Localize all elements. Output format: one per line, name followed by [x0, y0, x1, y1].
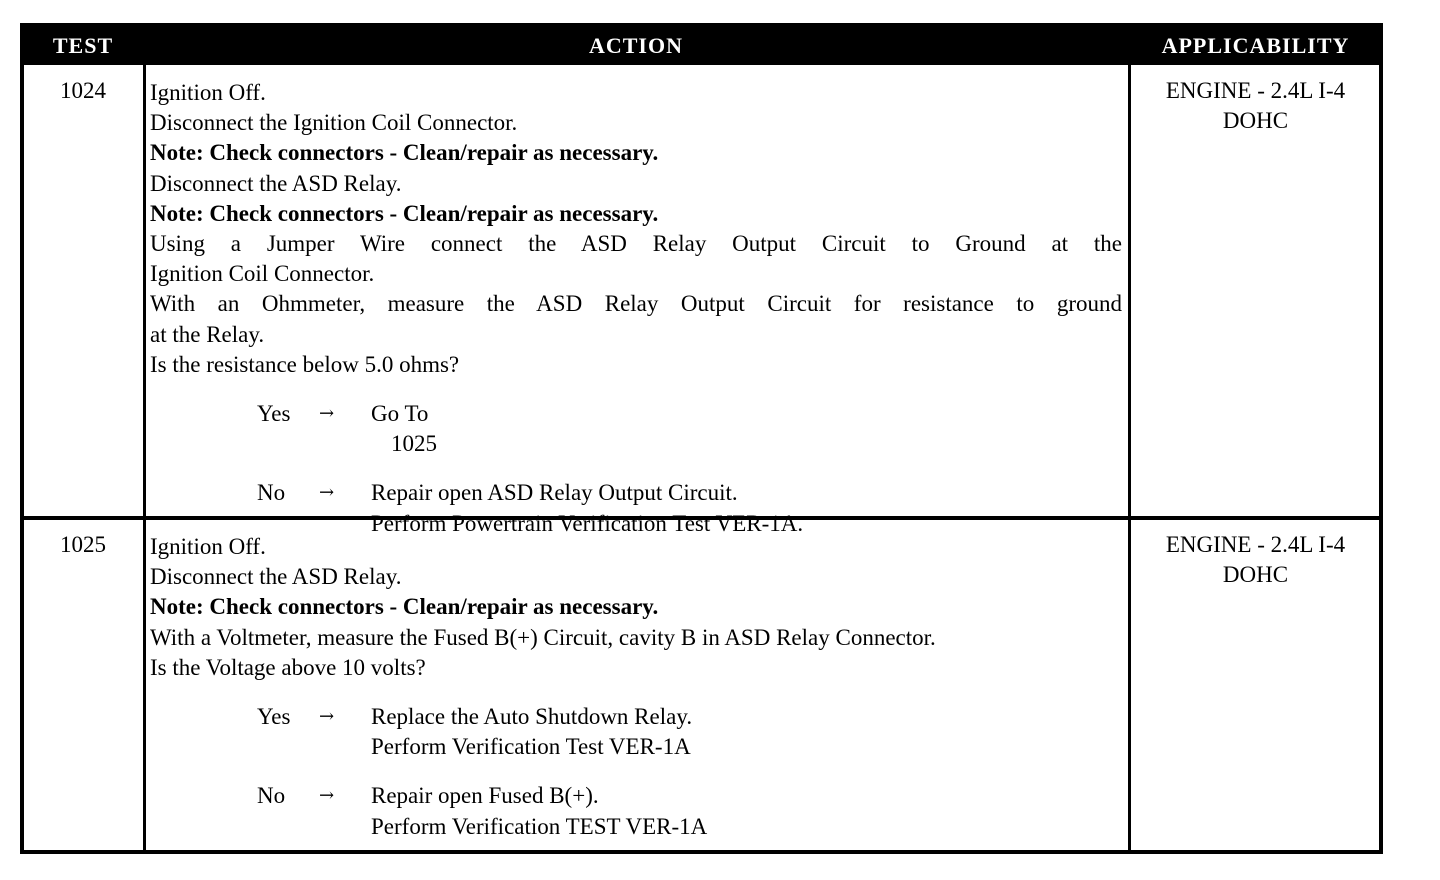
arrow-right-icon: → — [319, 706, 335, 728]
no-result — [371, 781, 707, 841]
action-step: With a Voltmeter, measure the Fused B(+) Circuit, cavity B in ASD Relay Connector. — [150, 624, 936, 650]
header-action: ACTION — [588, 33, 683, 58]
goto-test-ref: 1025 — [391, 431, 437, 457]
arrow-right-icon: → — [319, 785, 335, 807]
goto-text: Go To — [371, 401, 429, 427]
action-step: Using a Jumper Wire connect the ASD Relay Output Circuit to Ground at the — [150, 231, 1122, 257]
column-divider — [1128, 65, 1131, 850]
no-label: No — [257, 783, 286, 809]
no-label: No — [257, 480, 286, 506]
test-number: 1025 — [60, 532, 106, 557]
table-header — [24, 27, 1379, 65]
yes-result — [371, 702, 692, 762]
action-note: Note: Check connectors - Clean/repair as necessary. — [150, 200, 659, 226]
action-question: Is the Voltage above 10 volts? — [150, 654, 426, 680]
applicability-cell — [1132, 76, 1379, 136]
applicability-cell — [1132, 530, 1379, 590]
header-applicability: APPLICABILITY — [1161, 33, 1350, 58]
yes-branch — [257, 702, 1122, 762]
applicability-line: DOHC — [1222, 562, 1289, 587]
applicability-line: ENGINE - 2.4L I-4 — [1165, 78, 1346, 103]
action-step: at the Relay. — [150, 321, 265, 347]
result-line: Repair open Fused B(+). — [371, 783, 599, 809]
yes-label: Yes — [257, 704, 291, 730]
result-line: Repair open ASD Relay Output Circuit. — [371, 480, 738, 506]
action-note: Note: Check connectors - Clean/repair as necessary. — [150, 140, 659, 166]
action-cell — [150, 78, 1122, 539]
action-step: Disconnect the Ignition Coil Connector. — [150, 110, 518, 136]
action-note: Note: Check connectors - Clean/repair as necessary. — [150, 594, 659, 620]
action-step: Ignition Off. — [150, 534, 266, 559]
action-step: Ignition Off. — [150, 80, 266, 105]
result-line: Replace the Auto Shutdown Relay. — [371, 704, 693, 730]
arrow-right-icon: → — [319, 482, 335, 504]
action-step: Disconnect the ASD Relay. — [150, 564, 402, 590]
applicability-line: ENGINE - 2.4L I-4 — [1165, 532, 1346, 557]
yes-branch — [257, 399, 1122, 459]
yes-result — [371, 399, 437, 459]
no-result — [371, 478, 803, 538]
arrow-right-icon: → — [319, 403, 335, 425]
diagnostic-table — [20, 23, 1383, 854]
action-question: Is the resistance below 5.0 ohms? — [150, 351, 460, 377]
column-divider — [143, 65, 146, 850]
header-test: TEST — [52, 33, 114, 58]
no-branch — [257, 781, 1122, 841]
test-number: 1024 — [60, 78, 106, 103]
action-cell — [150, 532, 1122, 842]
action-step: With an Ohmmeter, measure the ASD Relay Output Circuit for resistance to ground — [150, 291, 1122, 317]
action-step: Disconnect the ASD Relay. — [150, 170, 402, 196]
result-line: Perform Verification TEST VER-1A — [371, 813, 708, 839]
yes-label: Yes — [257, 401, 291, 427]
result-line: Perform Verification Test VER-1A — [371, 734, 691, 760]
no-branch — [257, 478, 1122, 538]
result-line: Perform Powertrain Verification Test VER-1A. — [371, 510, 804, 536]
action-step: Ignition Coil Connector. — [150, 261, 375, 287]
applicability-line: DOHC — [1222, 108, 1289, 133]
